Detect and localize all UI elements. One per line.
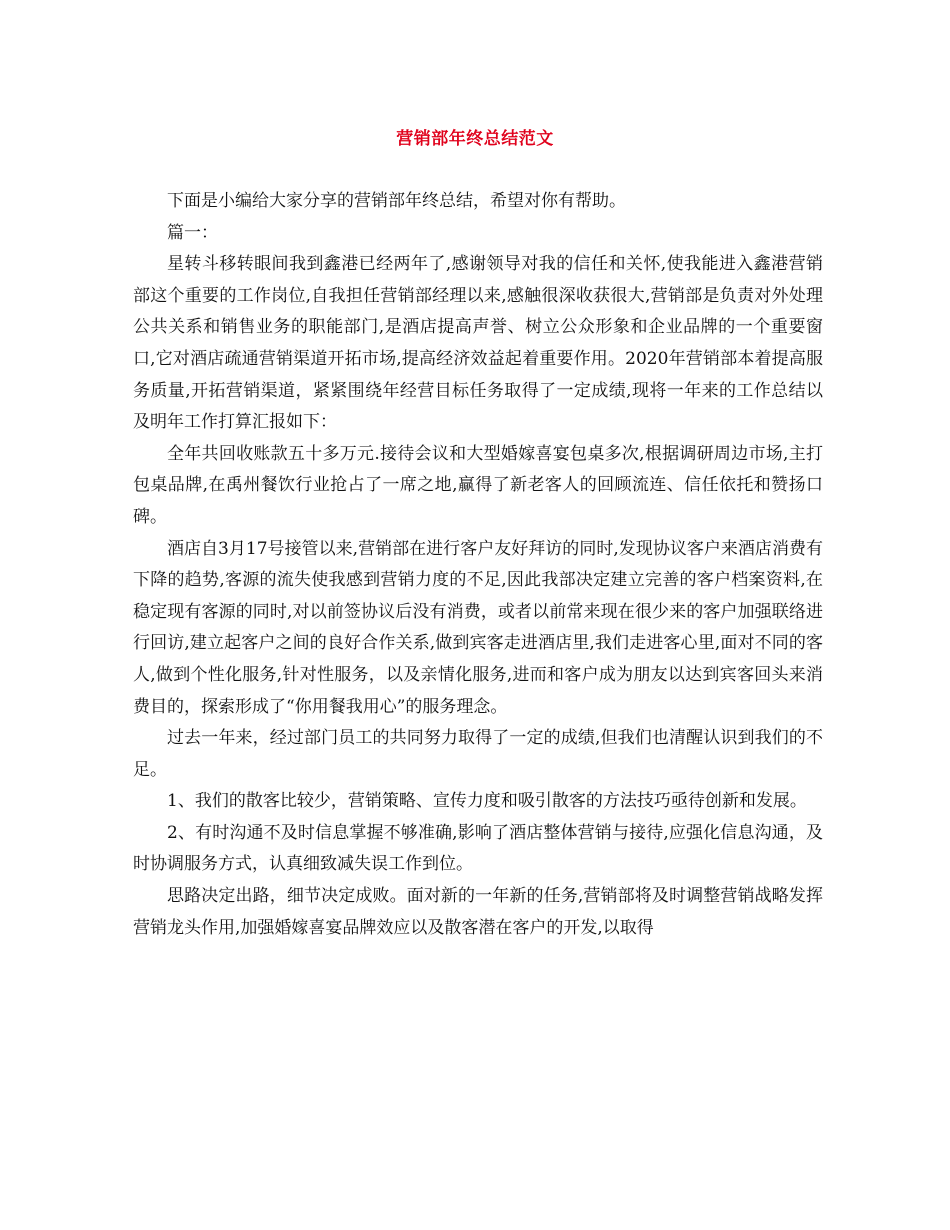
document-body [133,186,823,944]
paragraph-accounts: 全年共回收账款五十多万元.接待会议和大型婚嫁喜宴包桌多次,根据调研周边市场,主打包桌品牌,在禹州餐饮行业抢占了一席之地,赢得了新老客人的回顾流连、信任依托和赞扬口碑。 [133,443,823,527]
document-title: 营销部年终总结范文 [396,129,554,149]
paragraph-item-2: 2、有时沟通不及时信息掌握不够准确,影响了酒店整体营销与接待,应强化信息沟通，及时协调服务方式，认真细致减失误工作到位。 [133,822,823,875]
paragraph-section-label: 篇一： [167,222,218,243]
paragraph-clients: 酒店自3月17号接管以来,营销部在进行客户友好拜访的同时,发现协议客户来酒店消费有下降的趋势,客源的流失使我感到营销力度的不足,因此我部决定建立完善的客户档案资料,在稳定现有客源的同时,对以前签协议后没有消费，或者以前常来现在很少来的客户加强联络进行回访,建立起客户之间的良好合作关系,做到宾客走进酒店里,我们走进客心里,面对不同的客人,做到个性化服务,针对性服务，以及亲情化服务,进而和客户成为朋友以达到宾客回头来消费目的，探索形成了“你用餐我用心”的服务理念。 [133,538,823,717]
paragraph-outlook: 思路决定出路，细节决定成败。面对新的一年新的任务,营销部将及时调整营销战略发挥营销龙头作用,加强婚嫁喜宴品牌效应以及散客潜在客户的开发,以取得 [133,886,823,938]
paragraph-shortcomings: 过去一年来，经过部门员工的共同努力取得了一定的成绩,但我们也清醒认识到我们的不足。 [133,728,823,780]
paragraph-item-1: 1、我们的散客比较少，营销策略、宣传力度和吸引散客的方法技巧亟待创新和发展。 [167,791,807,812]
paragraph-intro: 下面是小编给大家分享的营销部年终总结，希望对你有帮助。 [167,191,626,211]
paragraph-overview: 星转斗移转眼间我到鑫港已经两年了,感谢领导对我的信任和关怀,使我能进入鑫港营销部这个重要的工作岗位,自我担任营销部经理以来,感触很深收获很大,营销部是负责对外处理公共关系和销售业务的职能部门,是酒店提高声誉、树立公众形象和企业品牌的一个重要窗口,它对酒店疏通营销渠道开拓市场,提高经济效益起着重要作用。2020年营销部本着提高服务质量,开拓营销渠道，紧紧围绕年经营目标任务取得了一定成绩,现将一年来的工作总结以及明年工作打算汇报如下： [133,254,823,433]
